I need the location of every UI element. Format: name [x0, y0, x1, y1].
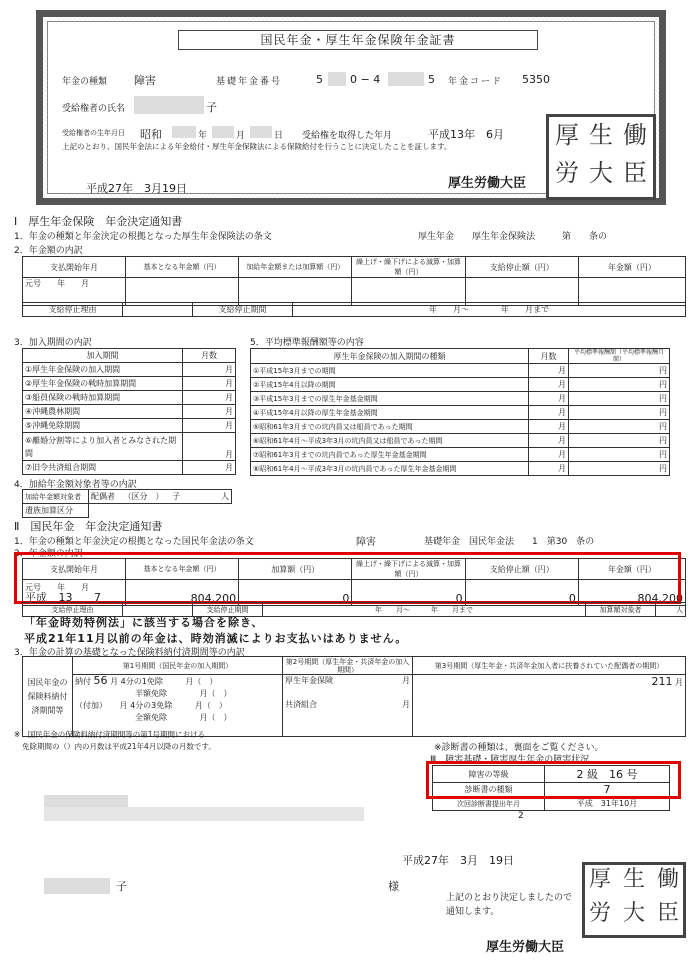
header-cell: 基本となる年金額（円） [125, 559, 238, 580]
unit: 円 [569, 378, 670, 392]
pension-type-label: 年金の種類 [62, 77, 108, 87]
row-label: ②平成15年4月以降の期間 [251, 378, 529, 392]
seal-char: 臣 [657, 901, 680, 926]
section2-line1-right: 基礎年金 国民年金法 1 第30 条の [424, 537, 595, 547]
menjo: 4分の3免除 [130, 701, 173, 710]
basic-no-a: 5 [316, 73, 323, 86]
unit: 円 [569, 364, 670, 378]
redaction [172, 126, 196, 138]
row-label: ②厚生年金保険の戦時加算期間 [23, 377, 183, 391]
certificate-issuer: 厚生労働大臣 [448, 176, 527, 191]
kubun-label: （区分 ） [123, 492, 164, 501]
diagnosis-note: ※診断書の種類は、裏面をご覧ください。 [434, 743, 604, 753]
highlight-box [426, 761, 681, 799]
kyosai-label: 共済組合 [285, 700, 317, 709]
seal-char: 働 [623, 121, 647, 149]
unit: 月 [119, 701, 128, 710]
avg-remuneration-table [250, 348, 670, 476]
stop-period-value: 年 月〜 年 月まで [293, 303, 686, 317]
basic-no-c: 5 [428, 73, 435, 86]
header-cell: 平均標準報酬額（平均標準報酬月額） [569, 349, 670, 364]
header-cell: 繰上げ・繰下げによる減算・加算額（円） [352, 559, 465, 580]
unit: 月 [183, 405, 236, 419]
section2-line1-type: 障害 [356, 537, 376, 548]
seal-char: 労 [589, 901, 612, 926]
birth-day: 日 [274, 131, 284, 141]
seal-char: 労 [555, 159, 579, 187]
redaction [44, 807, 364, 821]
period3-header: 第3号期間（厚生年金・共済年金加入者に扶養されていた配偶者の期間） [413, 657, 686, 675]
row-label: ④平成15年4月以降の厚生年金基金期間 [251, 406, 529, 420]
redaction [388, 72, 424, 86]
seal-char: 厚 [555, 121, 579, 149]
menjo: 全額免除 [135, 713, 167, 722]
unit: 月 [529, 420, 569, 434]
unit: 円 [569, 434, 670, 448]
row-label: ⑦昭和61年3月までの坑内員であった厚生年金基金期間 [251, 448, 529, 462]
unit: 月 [110, 677, 119, 686]
seal-char: 働 [657, 867, 680, 892]
adjust-amount: 0 [352, 580, 465, 606]
unit: 月 [529, 448, 569, 462]
row-label: ①厚生年金保険の加入期間 [23, 363, 183, 377]
stop-period-value: 年 月〜 年 月まで [263, 603, 586, 617]
unit: 月 [529, 406, 569, 420]
unit: 月 [529, 434, 569, 448]
unit: 月 [185, 677, 194, 686]
spacer [89, 504, 232, 518]
era: 平成 [25, 590, 47, 604]
header-cell: 繰上げ・繰下げによる減算・加算額（円） [352, 257, 465, 278]
unit: 月 [199, 713, 208, 722]
era-cell: 元号 年 月 [23, 278, 126, 306]
footer-seal [582, 862, 686, 938]
pension-type-value: 障害 [134, 74, 156, 87]
unit: 月 [183, 461, 236, 475]
grade-label: 障害の等級 [433, 766, 545, 783]
period1-body [73, 675, 283, 737]
target-unit: 人 [656, 603, 686, 617]
stop-reason-label: 支給停止理由 [23, 603, 123, 617]
row-label: ⑤昭和61年3月までの坑内員又は船員であった期間 [251, 420, 529, 434]
unit: 月 [194, 701, 203, 710]
payment-period-table [22, 656, 686, 737]
header-cell: 基本となる年金額（円） [125, 257, 238, 278]
acquired-value: 平成13年 6月 [428, 128, 504, 141]
spouse-label: 配偶者 [91, 492, 115, 501]
header-cell: 支払開始年月 [23, 257, 126, 278]
row-label: ④沖縄農林期間 [23, 405, 183, 419]
certificate-date: 平成27年 3月19日 [86, 182, 187, 195]
redaction [44, 878, 110, 894]
row-label: ③船員保険の戦時加算期間 [23, 391, 183, 405]
dependent-label: 加給年金額対象者 [23, 490, 89, 504]
section1-stop-table [22, 302, 686, 317]
menjo-row: 全額免除 月（ ） [135, 713, 232, 722]
menjo: 半額免除 [135, 689, 167, 698]
seal-char: 生 [589, 121, 613, 149]
unit: 月 [183, 363, 236, 377]
section4-heading: 4．加給年金額対象者等の内訳 [14, 480, 137, 490]
section3-heading: 3．加入期間の内訳 [14, 338, 92, 348]
seal-char: 厚 [589, 867, 612, 892]
header-cell: 月数 [529, 349, 569, 364]
grade-value: 2 級 16 号 [545, 766, 670, 783]
section2-line1: 1．年金の種類と年金決定の根拠となった国民年金法の条文 [14, 537, 254, 547]
birth-year: 年 [198, 131, 208, 141]
unit: 月 [183, 419, 236, 433]
menjo-row: 半額免除 月（ ） [135, 689, 232, 698]
footer-name-suffix: 子 [116, 880, 127, 893]
year: 13 [58, 590, 73, 604]
stop-reason-label: 支給停止理由 [23, 303, 123, 317]
total-amount: 804,200 [578, 580, 685, 606]
name-label: 受給権者の氏名 [62, 104, 126, 114]
unit: 月 [183, 433, 236, 461]
certificate-frame [36, 10, 666, 205]
acquired-label: 受給権を取得した年月 [302, 131, 393, 141]
notice-line1: 「年金時効特例法」に該当する場合を除き、 [24, 616, 264, 629]
code-label: 年金コード [448, 77, 504, 87]
section2-heading: Ⅱ 国民年金 年金決定通知書 [14, 520, 163, 533]
diagnosis-heading: Ⅲ 障害基礎・障害厚生年金の障害状況 [430, 755, 590, 765]
redaction [250, 126, 272, 138]
dependent-table [22, 489, 232, 518]
unit: 円 [569, 420, 670, 434]
month: 7 [94, 590, 101, 604]
stop-period-label: 支給停止期間 [193, 603, 263, 617]
certificate-statement: 上記のとおり、国民年金法による年金給付・厚生年金保険法による保険給付を行うことに決定したことを証します。 [62, 142, 452, 151]
footer-sama: 様 [388, 880, 399, 893]
header-cell: 年金額（円） [578, 257, 685, 278]
header-cell: 支給停止額（円） [465, 559, 578, 580]
unit: 円 [569, 406, 670, 420]
seal-char: 臣 [623, 159, 647, 187]
diagnosis-below: 2 [518, 811, 524, 821]
row-label: ⑦旧令共済組合期間 [23, 461, 183, 475]
row-label: ⑥昭和61年4月〜平成3年3月の坑内員又は船員であった期間 [251, 434, 529, 448]
section1-amount-table [22, 256, 686, 306]
period2-body [283, 675, 413, 737]
tuke-row: （付加） 月 4分の3免除 月（ ） [75, 701, 227, 710]
footnote1: ※ 国民年金の保険料納付済期間等の第1号期間における [14, 730, 206, 739]
unit: 月 [529, 378, 569, 392]
birth-label: 受給権者の生年月日 [62, 129, 125, 137]
type-value: 7 [545, 783, 670, 797]
next-label: 次回診断書提出年月 [433, 797, 545, 811]
period1-header: 第1号期間（国民年金の加入期間） [73, 657, 283, 675]
period2-header: 第2号期間（厚生年金・共済年金の加入期間） [283, 657, 413, 675]
unit: 月 [529, 364, 569, 378]
official-seal [546, 114, 656, 200]
footer-date: 平成27年 3月 19日 [402, 854, 514, 867]
base-amount: 804,200 [125, 580, 238, 606]
stop-reason-value [123, 303, 193, 317]
header-cell: 加算額（円） [239, 559, 352, 580]
unit: 円 [569, 448, 670, 462]
redaction [212, 126, 234, 138]
unit: 月 [402, 676, 410, 685]
add-amount: 0 [239, 580, 352, 606]
seal-char: 生 [623, 867, 646, 892]
header-cell: 月数 [183, 349, 236, 363]
section1-line1-right: 厚生年金 厚生年金保険法 第 条の [418, 232, 608, 242]
tuke-label: （付加） [75, 701, 107, 710]
row-label: ⑤沖縄免除期間 [23, 419, 183, 433]
section2-line2: 2．年金額の内訳 [14, 549, 83, 559]
menjo: 4分の1免除 [120, 677, 163, 686]
row-label: ⑧昭和61年4月〜平成3年3月の坑内員であった厚生年金基金期間 [251, 462, 529, 476]
basic-no-label: 基礎年金番号 [216, 77, 283, 87]
nofu-row: 納付 56 月 4分の1免除 月（ ） [75, 674, 218, 687]
kosei-label: 厚生年金保険 [285, 676, 333, 685]
next-value: 平成 31年10月 [545, 797, 670, 811]
survivor-label: 遺族加算区分 [23, 504, 89, 518]
certificate-body [47, 21, 655, 194]
nofu-value: 56 [93, 674, 108, 687]
header-cell: 加給年金額または加算額（円） [239, 257, 352, 278]
unit: 人 [221, 492, 229, 501]
seal-char: 大 [623, 901, 646, 926]
header-cell: 支給停止額（円） [465, 257, 578, 278]
era-header: 元号 年 月 [25, 582, 89, 592]
child-label: 子 [172, 492, 181, 501]
section2-heading3: 3．年金の計算の基礎となった保険料納付済期間等の内訳 [14, 648, 245, 658]
certificate-title: 国民年金・厚生年金保険年金証書 [178, 30, 538, 50]
footnote2: 免除期間の（）内の月数は平成21年4月以降の月数です。 [22, 742, 216, 751]
birth-month: 月 [236, 131, 246, 141]
unit: 月 [183, 377, 236, 391]
name-suffix: 子 [206, 101, 217, 114]
highlight-box [14, 552, 681, 604]
redaction [134, 96, 204, 114]
footer-decision1: 上記のとおり決定しましたので [446, 893, 573, 903]
unit: 月 [529, 392, 569, 406]
notice-line2: 平成21年11月以前の年金は、時効消滅によりお支払いはありません。 [24, 632, 408, 645]
header-cell: 支払開始年月 [23, 559, 126, 580]
row-label: ①平成15年3月までの期間 [251, 364, 529, 378]
period3-value: 211 [651, 675, 673, 688]
header-cell: 厚生年金保険の加入期間の種類 [251, 349, 529, 364]
unit: 月 [199, 689, 208, 698]
unit: 円 [569, 392, 670, 406]
header-cell: 年金額（円） [578, 559, 685, 580]
section1-line1: 1．年金の種類と年金決定の根拠となった厚生年金保険法の条文 [14, 232, 272, 242]
stop-amount: 0 [465, 580, 578, 606]
kyosai-row [285, 699, 410, 711]
kosei-row [285, 675, 410, 687]
birth-era: 昭和 [140, 128, 162, 141]
unit: 月 [183, 391, 236, 405]
left-label: 国民年金の保険料納付済期間等 [23, 657, 73, 737]
header-cell: 加入期間 [23, 349, 183, 363]
seal-char: 大 [589, 159, 613, 187]
section5-heading: 5．平均標準報酬額等の内容 [250, 338, 364, 348]
target-label: 加算額対象者 [586, 603, 656, 617]
unit: 月 [402, 700, 410, 709]
type-label: 診断書の種類 [433, 783, 545, 797]
row-label: ⑥離婚分割等により加入者とみなされた期間 [23, 433, 183, 461]
nofu-label: 納付 [75, 677, 91, 686]
unit: 月 [529, 462, 569, 476]
dependent-values [89, 490, 232, 504]
basic-no-b: 0 − 4 [350, 73, 381, 86]
section1-line2: 2．年金額の内訳 [14, 246, 83, 256]
row-label: ③平成15年3月までの厚生年金基金期間 [251, 392, 529, 406]
unit: 円 [569, 462, 670, 476]
stop-period-label: 支給停止期間 [193, 303, 293, 317]
joining-period-table [22, 348, 236, 475]
section1-heading: Ⅰ 厚生年金保険 年金決定通知書 [14, 215, 183, 228]
period3-body [413, 675, 686, 737]
unit: 月 [675, 678, 683, 687]
code-value: 5350 [522, 73, 550, 86]
footer-decision2: 通知します。 [446, 907, 500, 917]
redaction [328, 72, 346, 86]
footer-issuer: 厚生労働大臣 [486, 940, 565, 955]
